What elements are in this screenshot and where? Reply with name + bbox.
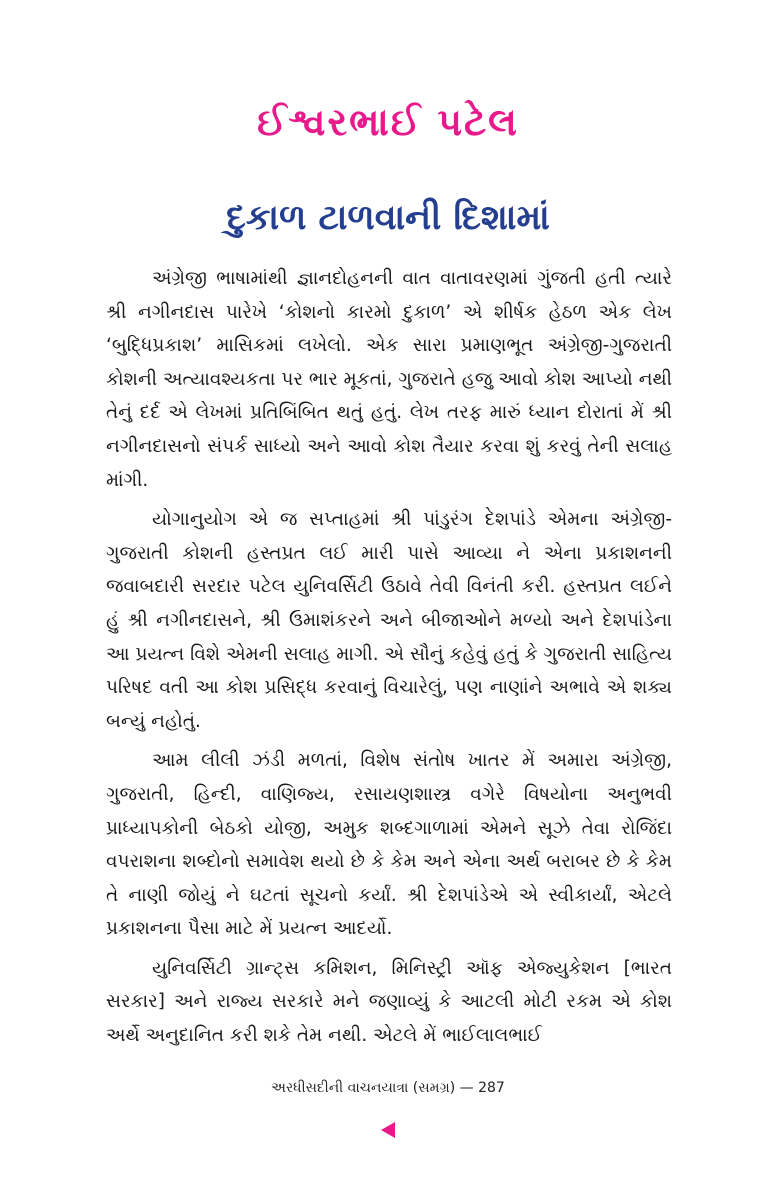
chapter-title: દુકાળ ટાળવાની દિશામાં [226,198,550,238]
paragraph-2: યોગાનુયોગ એ જ સપ્તાહમાં શ્રી પાંડુરંગ દેશપાંડે એમના અંગ્રેજી-ગુજરાતી કોશની હસ્તપ્રત લઈ મારી પાસે આવ્યા ને એના પ્રકાશનની જવાબદારી સરદાર પટેલ યુનિવર્સિટી ઉઠાવે તેવી વિનંતી કરી. હસ્તપ્રત લઈને હું શ્રી નગીનદાસને, શ્રી ઉમાશંકરને અને બીજાઓને મળ્યો અને દેશપાંડેના આ પ્રયત્ન વિશે એમની સલાહ માગી. એ સૌનું કહેવું હતું કે ગુજરાતી સાહિત્ય પરિષદ વતી આ કોશ પ્રસિદ્ધ કરવાનું વિચારેલું, પણ નાણાંને અભાવે એ શક્ય બન્યું નહોતું. [106,509,672,732]
paragraph-4: યુનિવર્સિટી ગ્રાન્ટ્સ કમિશન, મિનિસ્ટ્રી ઑફ એજ્યુકેશન [ભારત સરકાર] અને રાજ્ય સરકારે મને જણાવ્યું કે આટલી મોટી રકમ એ કોશ અર્થે અનુદાનિત કરી શકે તેમ નથી. એટલે મેં ભાઈલાલભાઈ [106,957,672,1047]
footer-book-title: અરધીસદીની વાચનયાત્રા (સમગ્ર) [271,1080,456,1096]
page-footer [0,1080,776,1096]
author-heading: ઈશ્વરભાઈ પટેલ [257,100,519,144]
body-text [106,262,672,1059]
footer-separator: — [459,1080,474,1096]
footer-page-number: 287 [478,1080,505,1096]
paragraph-3: આમ લીલી ઝંડી મળતાં, વિશેષ સંતોષ ખાતર મેં અમારા અંગ્રેજી, ગુજરાતી, હિન્દી, વાણિજ્ય, રસાયણશાસ્ત્ર વગેરે વિષયોના અનુભવી પ્રાધ્યાપકોની બેઠકો યોજી, અમુક શબ્દગાળામાં એમને સૂઝે તેવા રોજિંદા વપરાશના શબ્દોનો સમાવેશ થયો છે કે કેમ અને એના અર્થ બરાબર છે કે કેમ તે નાણી જોયું ને ઘટતાં સૂચનો કર્યાં. શ્રી દેશપાંડેએ એ સ્વીકાર્યાં, એટલે પ્રકાશનના પૈસા માટે મેં પ્રયત્ન આદર્યો. [106,750,672,940]
paragraph-1: અંગ્રેજી ભાષામાંથી જ્ઞાનદોહનની વાત વાતાવરણમાં ગુંજતી હતી ત્યારે શ્રી નગીનદાસ પારેખે ‘કોશનો કારમો દુકાળ’ એ શીર્ષક હેઠળ એક લેખ ‘બુદ્ધિપ્રકાશ’ માસિકમાં લખેલો. એક સારા પ્રમાણભૂત અંગ્રેજી-ગુજરાતી કોશની અત્યાવશ્યકતા પર ભાર મૂકતાં, ગુજરાતે હજુ આવો કોશ આપ્યો નથી તેનું દર્દ એ લેખમાં પ્રતિબિંબિત થતું હતું. લેખ તરફ મારું ધ્યાન દોરાતાં મેં શ્રી નગીનદાસનો સંપર્ક સાધ્યો અને આવો કોશ તૈયાર કરવા શું કરવું તેની સલાહ માંગી. [106,268,672,491]
previous-page-arrow-icon[interactable] [381,1122,395,1138]
